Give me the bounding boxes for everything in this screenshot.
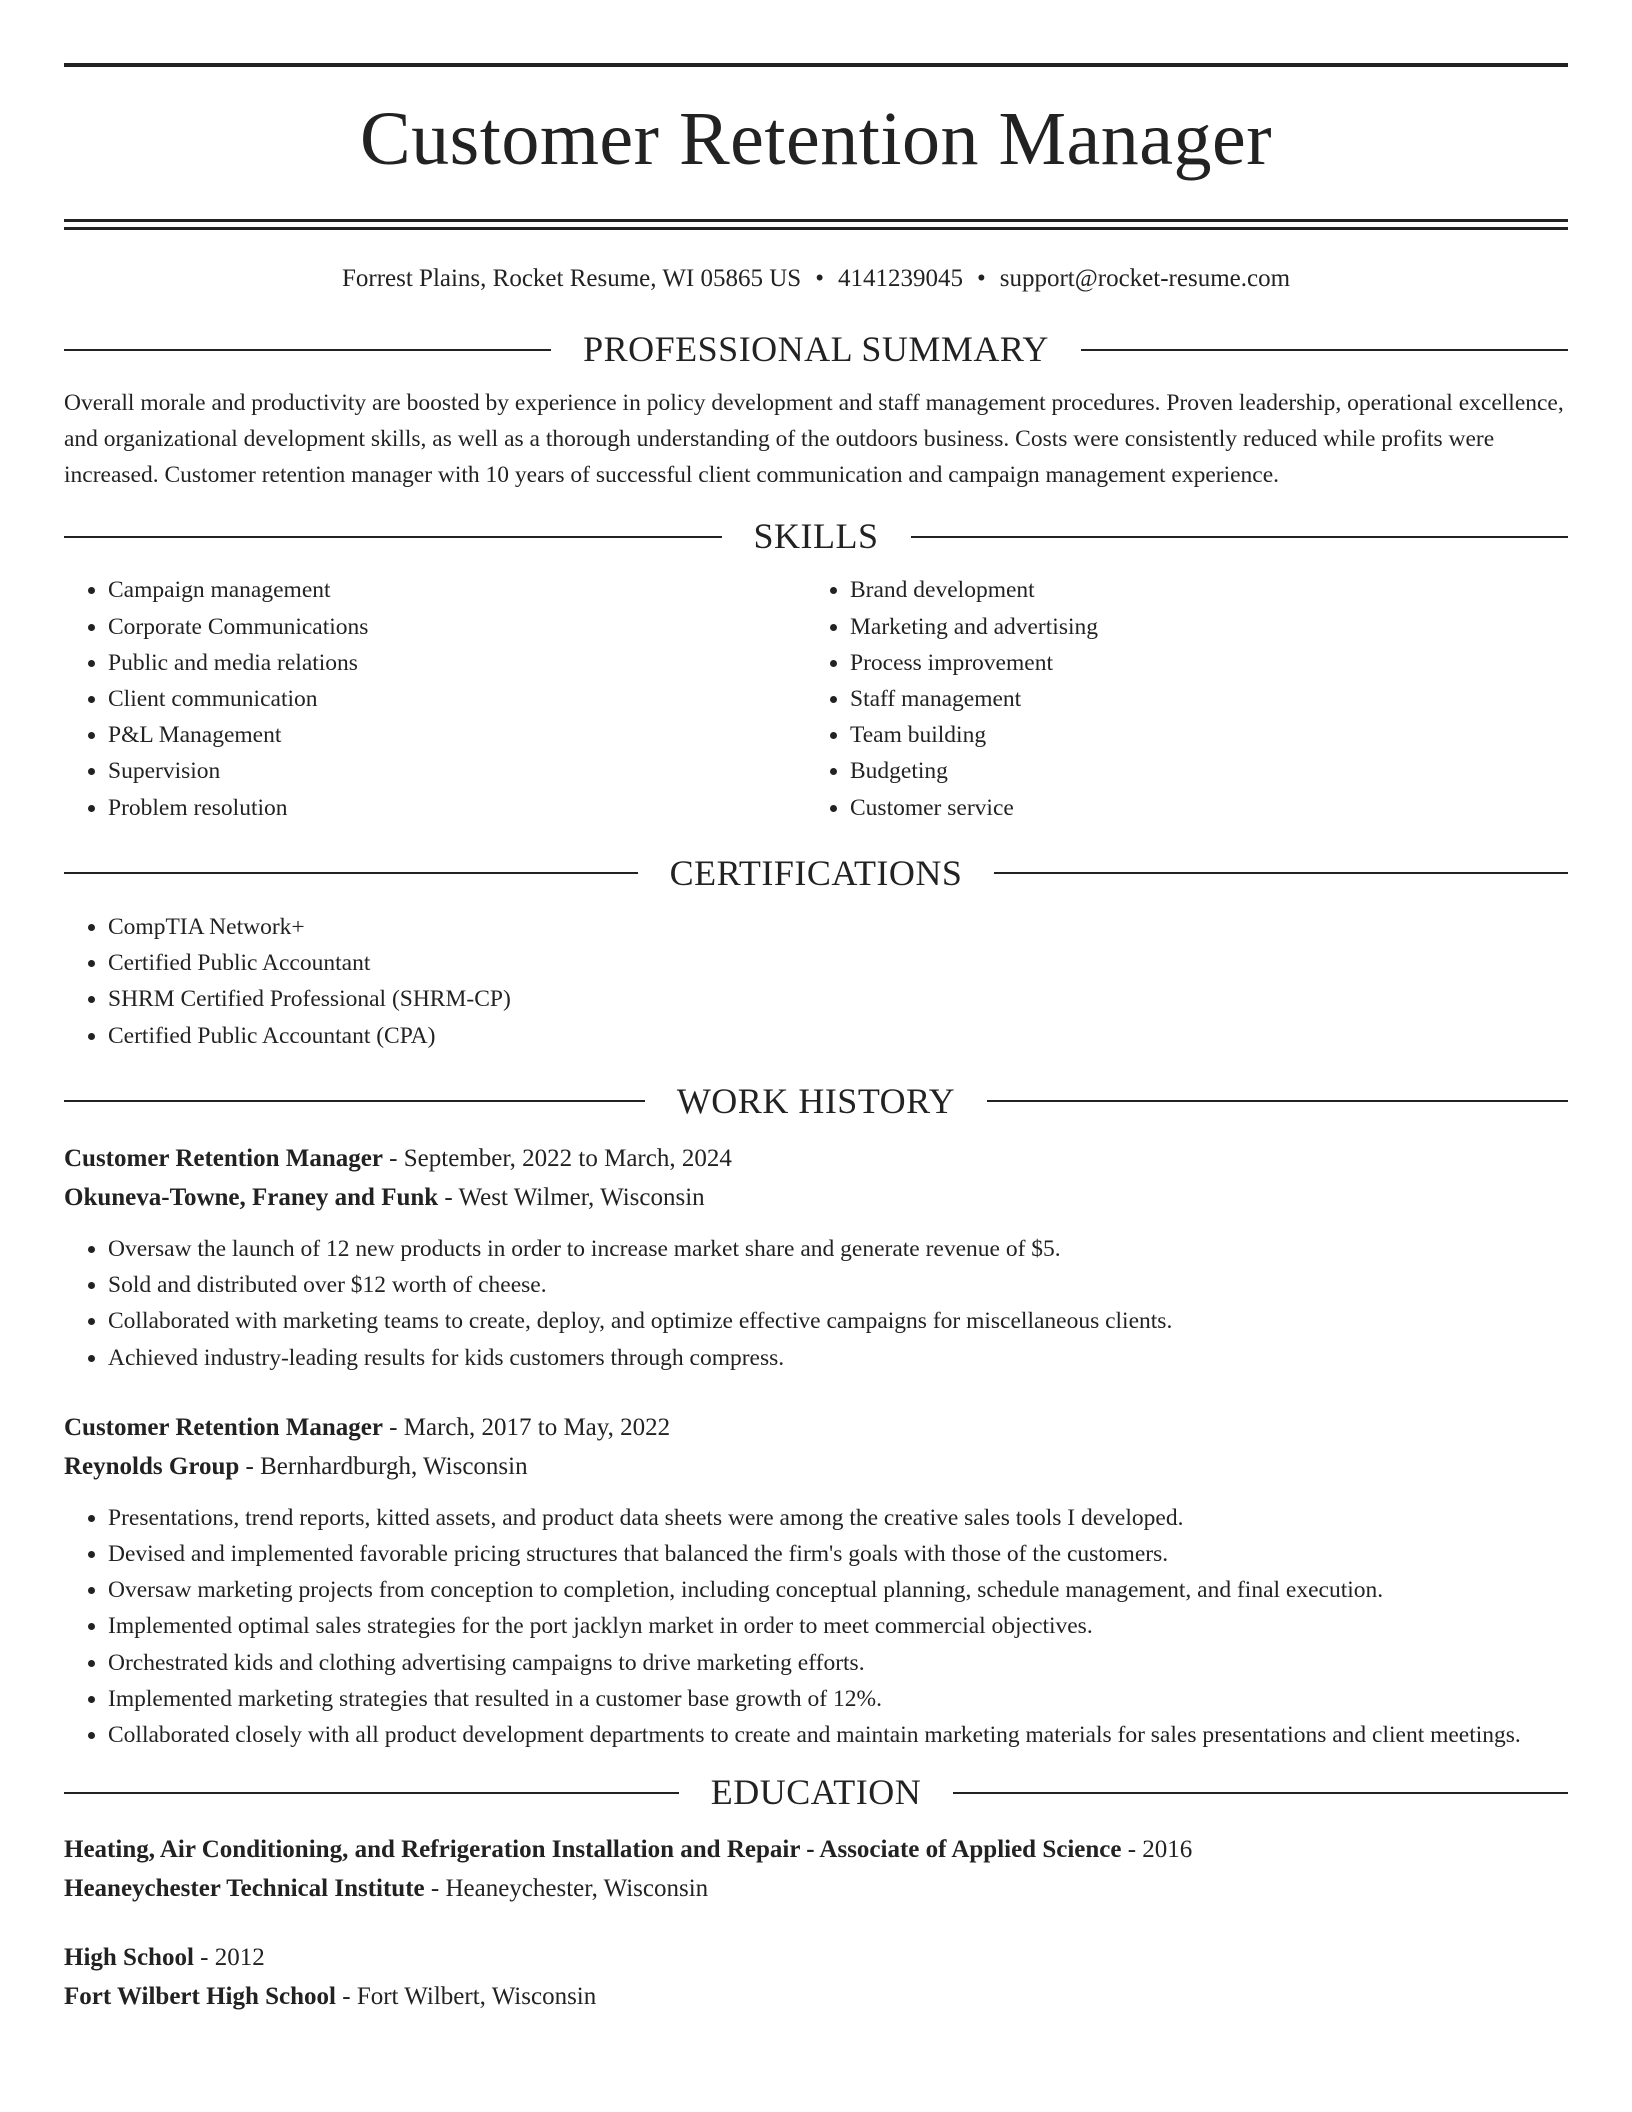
skills-column-left bbox=[64, 572, 806, 825]
job-title-line bbox=[64, 1139, 1568, 1178]
list-item: • Process improvement bbox=[850, 645, 1548, 681]
list-item: • Team building bbox=[850, 717, 1548, 753]
skills-list bbox=[64, 572, 1568, 825]
education-entry bbox=[64, 1938, 1568, 2016]
heading-rule bbox=[64, 536, 722, 538]
heading-rule bbox=[64, 872, 638, 874]
contact-line bbox=[64, 264, 1568, 294]
list-item: • Problem resolution bbox=[108, 790, 806, 826]
top-rule bbox=[64, 63, 1568, 67]
job-bullets bbox=[64, 1500, 1568, 1753]
heading-rule bbox=[1081, 349, 1568, 351]
section-title: SKILLS bbox=[753, 516, 879, 557]
section-title: WORK HISTORY bbox=[676, 1080, 956, 1121]
job-company: Reynolds Group bbox=[64, 1452, 240, 1480]
heading-rule bbox=[987, 1100, 1568, 1102]
job-entry bbox=[64, 1139, 1568, 1376]
education-school-line bbox=[64, 1869, 1568, 1908]
job-title-line bbox=[64, 1408, 1568, 1447]
job-dates: - March, 2017 to May, 2022 bbox=[382, 1413, 671, 1441]
job-location: - West Wilmer, Wisconsin bbox=[438, 1183, 705, 1211]
job-title: Customer Retention Manager bbox=[64, 1413, 383, 1441]
education-degree: Heating, Air Conditioning, and Refrigeration Installation and Repair - Associate of Applied Science bbox=[64, 1836, 1122, 1864]
education-school: Heaneychester Technical Institute bbox=[64, 1875, 425, 1903]
list-item: • Sold and distributed over $12 worth of cheese. bbox=[108, 1267, 1568, 1303]
list-item: • Presentations, trend reports, kitted assets, and product data sheets were among the creative sales tools I developed. bbox=[108, 1500, 1568, 1536]
contact-email: support@rocket-resume.com bbox=[999, 265, 1291, 292]
list-item: • Marketing and advertising bbox=[850, 609, 1548, 645]
list-item: • Oversaw the launch of 12 new products in order to increase market share and generate revenue of $5. bbox=[108, 1231, 1568, 1267]
job-bullets bbox=[64, 1231, 1568, 1376]
list-item: • Certified Public Accountant bbox=[108, 945, 1568, 981]
section-title: CERTIFICATIONS bbox=[669, 852, 963, 893]
certifications-heading bbox=[64, 852, 1568, 895]
education-degree-line bbox=[64, 1830, 1568, 1869]
list-item: • Devised and implemented favorable pricing structures that balanced the firm's goals with those of the customers. bbox=[108, 1536, 1568, 1572]
list-item: • Public and media relations bbox=[108, 645, 806, 681]
contact-separator: • bbox=[976, 265, 986, 292]
section-title: EDUCATION bbox=[710, 1772, 922, 1813]
education-degree-line bbox=[64, 1938, 1568, 1977]
job-company: Okuneva-Towne, Franey and Funk bbox=[64, 1183, 439, 1211]
education-entry bbox=[64, 1830, 1568, 1908]
list-item: • Orchestrated kids and clothing advertising campaigns to drive marketing efforts. bbox=[108, 1645, 1568, 1681]
list-item: • Budgeting bbox=[850, 753, 1548, 789]
education-location: - Heaneychester, Wisconsin bbox=[424, 1875, 709, 1903]
education-year: - 2016 bbox=[1121, 1836, 1193, 1864]
list-item: • SHRM Certified Professional (SHRM-CP) bbox=[108, 981, 1568, 1017]
list-item: • Achieved industry-leading results for kids customers through compress. bbox=[108, 1340, 1568, 1376]
job-title: Customer Retention Manager bbox=[64, 1144, 383, 1172]
job-company-line bbox=[64, 1178, 1568, 1217]
list-item: • Customer service bbox=[850, 790, 1548, 826]
heading-rule bbox=[64, 349, 551, 351]
education-school: Fort Wilbert High School bbox=[64, 1983, 336, 2011]
heading-rule bbox=[953, 1792, 1568, 1794]
job-location: - Bernhardburgh, Wisconsin bbox=[239, 1452, 528, 1480]
heading-rule bbox=[911, 536, 1569, 538]
resume-title: Customer Retention Manager bbox=[359, 97, 1273, 181]
title-double-rule bbox=[64, 219, 1568, 230]
resume-page bbox=[64, 0, 1568, 2016]
list-item: • CompTIA Network+ bbox=[108, 909, 1568, 945]
list-item: • Implemented optimal sales strategies for the port jacklyn market in order to meet commercial objectives. bbox=[108, 1608, 1568, 1644]
heading-rule bbox=[64, 1792, 679, 1794]
list-item: • Supervision bbox=[108, 753, 806, 789]
skills-column-right bbox=[806, 572, 1548, 825]
education-heading bbox=[64, 1771, 1568, 1814]
list-item: • Collaborated closely with all product development departments to create and maintain marketing materials for sales presentations and client meetings. bbox=[108, 1717, 1568, 1753]
certifications-list bbox=[64, 909, 1568, 1054]
contact-separator: • bbox=[815, 265, 824, 292]
list-item: • Collaborated with marketing teams to create, deploy, and optimize effective campaigns for miscellaneous clients. bbox=[108, 1303, 1568, 1339]
education-year: - 2012 bbox=[193, 1944, 265, 1972]
job-company-line bbox=[64, 1447, 1568, 1486]
list-item: • Brand development bbox=[850, 572, 1548, 608]
skills-heading bbox=[64, 515, 1568, 558]
summary-heading bbox=[64, 328, 1568, 371]
contact-phone: 4141239045 bbox=[837, 265, 963, 292]
list-item: • Implemented marketing strategies that resulted in a customer base growth of 12%. bbox=[108, 1681, 1568, 1717]
contact-address: Forrest Plains, Rocket Resume, WI 05865 US bbox=[341, 265, 802, 292]
list-item: • P&L Management bbox=[108, 717, 806, 753]
work-history-heading bbox=[64, 1080, 1568, 1123]
section-title: PROFESSIONAL SUMMARY bbox=[583, 329, 1049, 369]
list-item: • Certified Public Accountant (CPA) bbox=[108, 1018, 1568, 1054]
list-item: • Client communication bbox=[108, 681, 806, 717]
list-item: • Oversaw marketing projects from conception to completion, including conceptual planning, schedule management, and final execution. bbox=[108, 1572, 1568, 1608]
list-item: • Campaign management bbox=[108, 572, 806, 608]
education-degree: High School bbox=[64, 1944, 194, 1972]
heading-rule bbox=[994, 872, 1568, 874]
list-item: • Corporate Communications bbox=[108, 609, 806, 645]
summary-text: Overall morale and productivity are boosted by experience in policy development and staff management procedures. Proven leadership, operational excellence, and organizational development skills, as well as a thorough understanding of the outdoors business. Costs were consistently reduced while profits were increased. Customer retention manager with 10 years of successful client communication and campaign management experience. bbox=[64, 390, 1564, 489]
heading-rule bbox=[64, 1100, 645, 1102]
education-school-line bbox=[64, 1977, 1568, 2016]
job-dates: - September, 2022 to March, 2024 bbox=[382, 1144, 732, 1172]
education-location: - Fort Wilbert, Wisconsin bbox=[336, 1983, 597, 2011]
list-item: • Staff management bbox=[850, 681, 1548, 717]
job-entry bbox=[64, 1408, 1568, 1753]
